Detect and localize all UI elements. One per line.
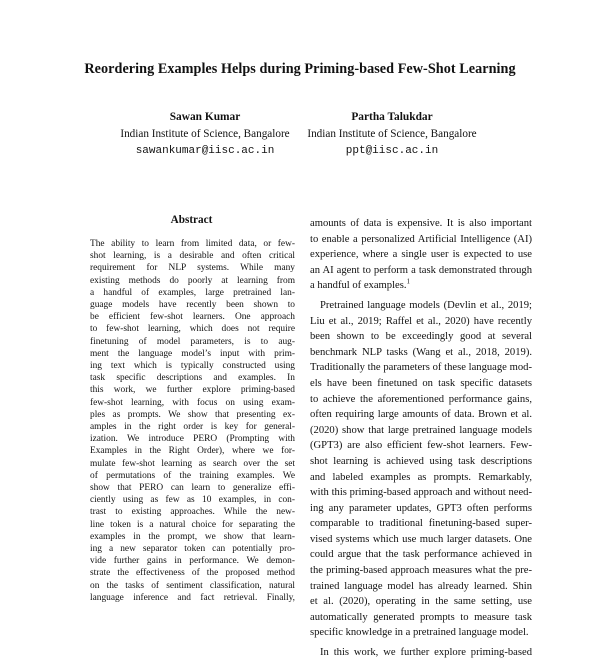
intro-line: and labeled examples as prompts. Remarkably,	[310, 471, 532, 483]
intro-line: amounts of data is expensive. It is also important	[310, 218, 532, 229]
footnote-marker[interactable]: 1	[406, 278, 410, 286]
abstract-line: amples in the right order is key for general-	[90, 422, 295, 433]
author-email: ppt@iisc.ac.in	[345, 145, 439, 157]
intro-line: ing any parameter updates, GPT3 often performs	[310, 502, 532, 514]
intro-line: could argue that the task performance achieved in	[310, 549, 532, 561]
abstract-line: shot learning, is a desirable and often critical	[90, 251, 295, 262]
intro-line: a handful of examples.$^1$	[310, 278, 410, 292]
intro-line: In this work, we further explore priming-based	[320, 647, 532, 659]
abstract-line: line token is a natural choice for separating the	[90, 519, 295, 530]
abstract-line: on the tasks of sentiment classification, natural	[90, 580, 295, 591]
introduction-body	[310, 216, 532, 661]
abstract-line: ing text which is typically constructed using	[90, 361, 295, 372]
abstract-line: to few-shot learning, which does not require	[90, 324, 295, 335]
abstract-line: language inference and fact retrieval. Finally,	[90, 592, 295, 603]
abstract-line: a handful of examples, large pretrained lan-	[90, 287, 295, 298]
paper-title: Reordering Examples Helps during Priming-based Few-Shot Learning	[84, 61, 516, 77]
author-block-2	[282, 108, 502, 160]
intro-line: Liu et al., 2019; Raffel et al., 2020) have recently	[310, 315, 532, 327]
intro-line: the priming-based approach measures what the pre-	[310, 565, 532, 577]
intro-line: benchmark NLP tasks (Wang et al., 2018, 2019).	[310, 346, 532, 358]
author-name: Partha Talukdar	[351, 111, 433, 123]
abstract-line: this work, we further explore priming-based	[90, 385, 295, 396]
intro-line: vised systems which use much larger datasets. One	[310, 533, 532, 545]
intro-line: with this priming-based approach and without need-	[310, 487, 532, 499]
abstract-line: trast to existing approaches. While the new-	[90, 507, 295, 518]
abstract-line: ples as prompts. We show that presenting ex-	[90, 409, 295, 420]
abstract-line: mulate few-shot learning as search over the set	[90, 458, 295, 469]
intro-line: els have been finetuned on task specific datasets	[310, 377, 532, 389]
intro-line: (2020) show that large pretrained language models	[310, 424, 532, 436]
abstract-line: show that PERO can learn to generalize effi-	[90, 483, 295, 494]
author-affiliation: Indian Institute of Science, Bangalore	[120, 128, 290, 140]
abstract-line: ciently using as few as 10 examples, in con-	[90, 495, 295, 506]
abstract-line: few-shot learning, with focus on using exam-	[90, 397, 295, 408]
author-name: Sawan Kumar	[169, 111, 241, 123]
abstract-line: ment the language model’s input with prim-	[90, 348, 295, 359]
intro-line: et al. (2020), operating in the same setting, use	[310, 596, 532, 608]
abstract-line: Examples in the Right Order), where we for-	[90, 446, 295, 457]
abstract-body	[90, 238, 295, 604]
abstract-line: strate the effectiveness of the proposed method	[90, 568, 295, 579]
intro-line: experience, where a single user is expected to use	[310, 249, 532, 261]
author-email: sawankumar@iisc.ac.in	[135, 145, 275, 157]
abstract-line: vide further gains in performance. We demon-	[90, 556, 295, 567]
intro-line: trained language model has already learned. Shin	[310, 580, 532, 592]
abstract-line: requirement for NLP systems. While many	[90, 263, 295, 274]
abstract-line: task specific descriptions and examples. In	[90, 373, 295, 384]
intro-line: often requiring large amounts of data. Brown et al.	[310, 409, 532, 421]
abstract-line: guage models have recently been shown to	[90, 300, 295, 311]
intro-line: an AI agent to perform a task demonstrated through	[310, 264, 532, 276]
intro-line: been shown to be exceedingly good at several	[310, 331, 532, 343]
intro-line: Pretrained language models (Devlin et al., 2019;	[320, 299, 532, 311]
author-affiliation: Indian Institute of Science, Bangalore	[307, 128, 477, 140]
intro-line: to achieve the aforementioned performance gains,	[310, 393, 532, 405]
intro-line: (GPT3) are also efficient few-shot learners. Few-	[310, 440, 532, 452]
abstract-line: existing methods do poorly at learning from	[90, 275, 295, 286]
abstract-line: The ability to learn from limited data, or few-	[90, 239, 295, 249]
abstract-line: be efficient few-shot learners. One approach	[90, 312, 295, 323]
intro-line: specific knowledge in a pretrained language model.	[310, 627, 529, 639]
intro-line: comparable to traditional finetuning-based super-	[310, 518, 532, 530]
abstract-line: of permutations of the training examples. We	[90, 470, 295, 481]
abstract-heading: Abstract	[170, 214, 213, 226]
abstract-line: ing a new separator token can potentially pro-	[90, 544, 295, 555]
abstract-line: finetuning of model parameters, is to aug-	[90, 336, 295, 347]
intro-line: to enable a personalized Artificial Intelligence (AI)	[310, 233, 532, 245]
intro-line: shot learning is achieved using task descriptions	[310, 455, 532, 467]
abstract-line: ization. We introduce PERO (Prompting with	[90, 434, 295, 445]
intro-line: Traditionally the parameters of these language mod-	[310, 362, 532, 374]
intro-line: automatically generated prompts to measure task	[310, 611, 532, 623]
abstract-line: examples in the prompt, we show that learn-	[90, 531, 295, 542]
